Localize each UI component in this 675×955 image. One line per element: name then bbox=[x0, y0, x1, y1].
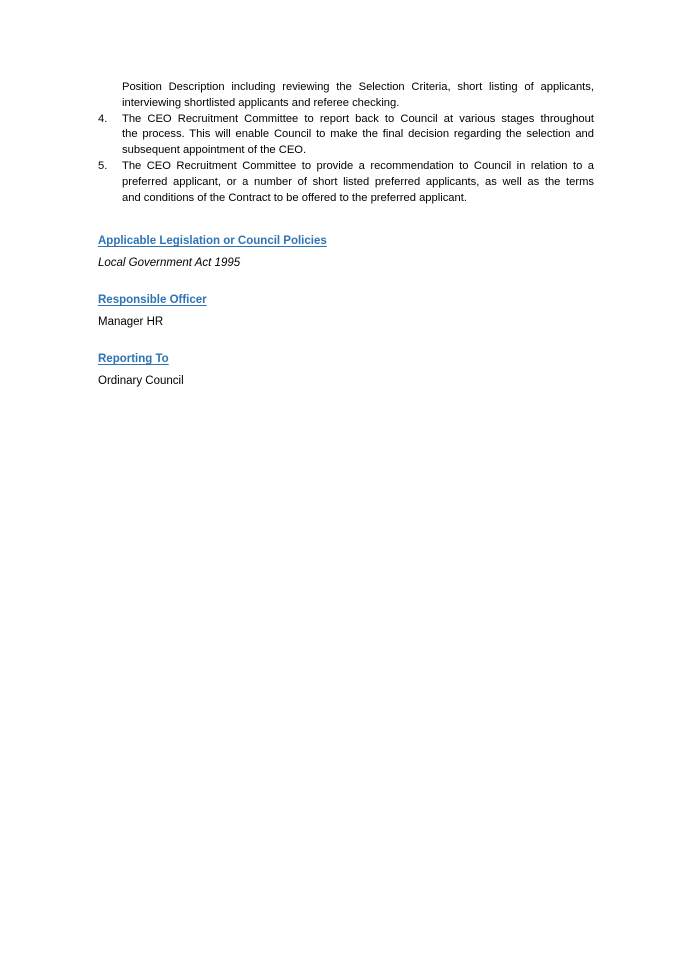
list-number: 4. bbox=[98, 112, 108, 125]
section-heading: Applicable Legislation or Council Policies bbox=[98, 235, 327, 247]
list-item-text bbox=[122, 159, 594, 206]
section-heading: Reporting To bbox=[98, 353, 169, 365]
numbered-list bbox=[98, 80, 594, 206]
section-value: Ordinary Council bbox=[98, 375, 184, 387]
list-number bbox=[98, 80, 122, 112]
list-item-continuation bbox=[98, 80, 594, 112]
text-line: and conditions of the Contract to be offered to the preferred applicant. bbox=[122, 191, 467, 204]
text-line: interviewing shortlisted applicants and referee checking. bbox=[122, 96, 400, 109]
text-line: The CEO Recruitment Committee to provide a recommendation to Council in relation to a bbox=[122, 159, 594, 172]
reporting-to-section bbox=[98, 353, 169, 365]
list-item-4 bbox=[98, 112, 594, 159]
list-item-text bbox=[122, 112, 594, 159]
responsible-officer-value bbox=[98, 316, 163, 328]
section-value: Local Government Act 1995 bbox=[98, 257, 241, 269]
legislation-value bbox=[98, 257, 240, 269]
section-heading: Responsible Officer bbox=[98, 294, 207, 306]
text-line: the process. This will enable Council to make the final decision regarding the selection and bbox=[122, 128, 594, 141]
list-item-5 bbox=[98, 159, 594, 206]
text-line: subsequent appointment of the CEO. bbox=[122, 144, 307, 157]
list-item-text bbox=[122, 80, 594, 112]
text-line: preferred applicant, or a number of short listed preferred applicants, as well as the terms bbox=[122, 175, 594, 188]
responsible-officer-section bbox=[98, 294, 207, 306]
text-line: Position Description including reviewing the Selection Criteria, short listing of applicants, bbox=[122, 81, 594, 93]
legislation-section bbox=[98, 235, 327, 247]
section-value: Manager HR bbox=[98, 316, 164, 328]
text-line: The CEO Recruitment Committee to report back to Council at various stages throughout bbox=[122, 112, 594, 125]
reporting-to-value bbox=[98, 375, 184, 387]
list-number: 5. bbox=[98, 159, 108, 172]
